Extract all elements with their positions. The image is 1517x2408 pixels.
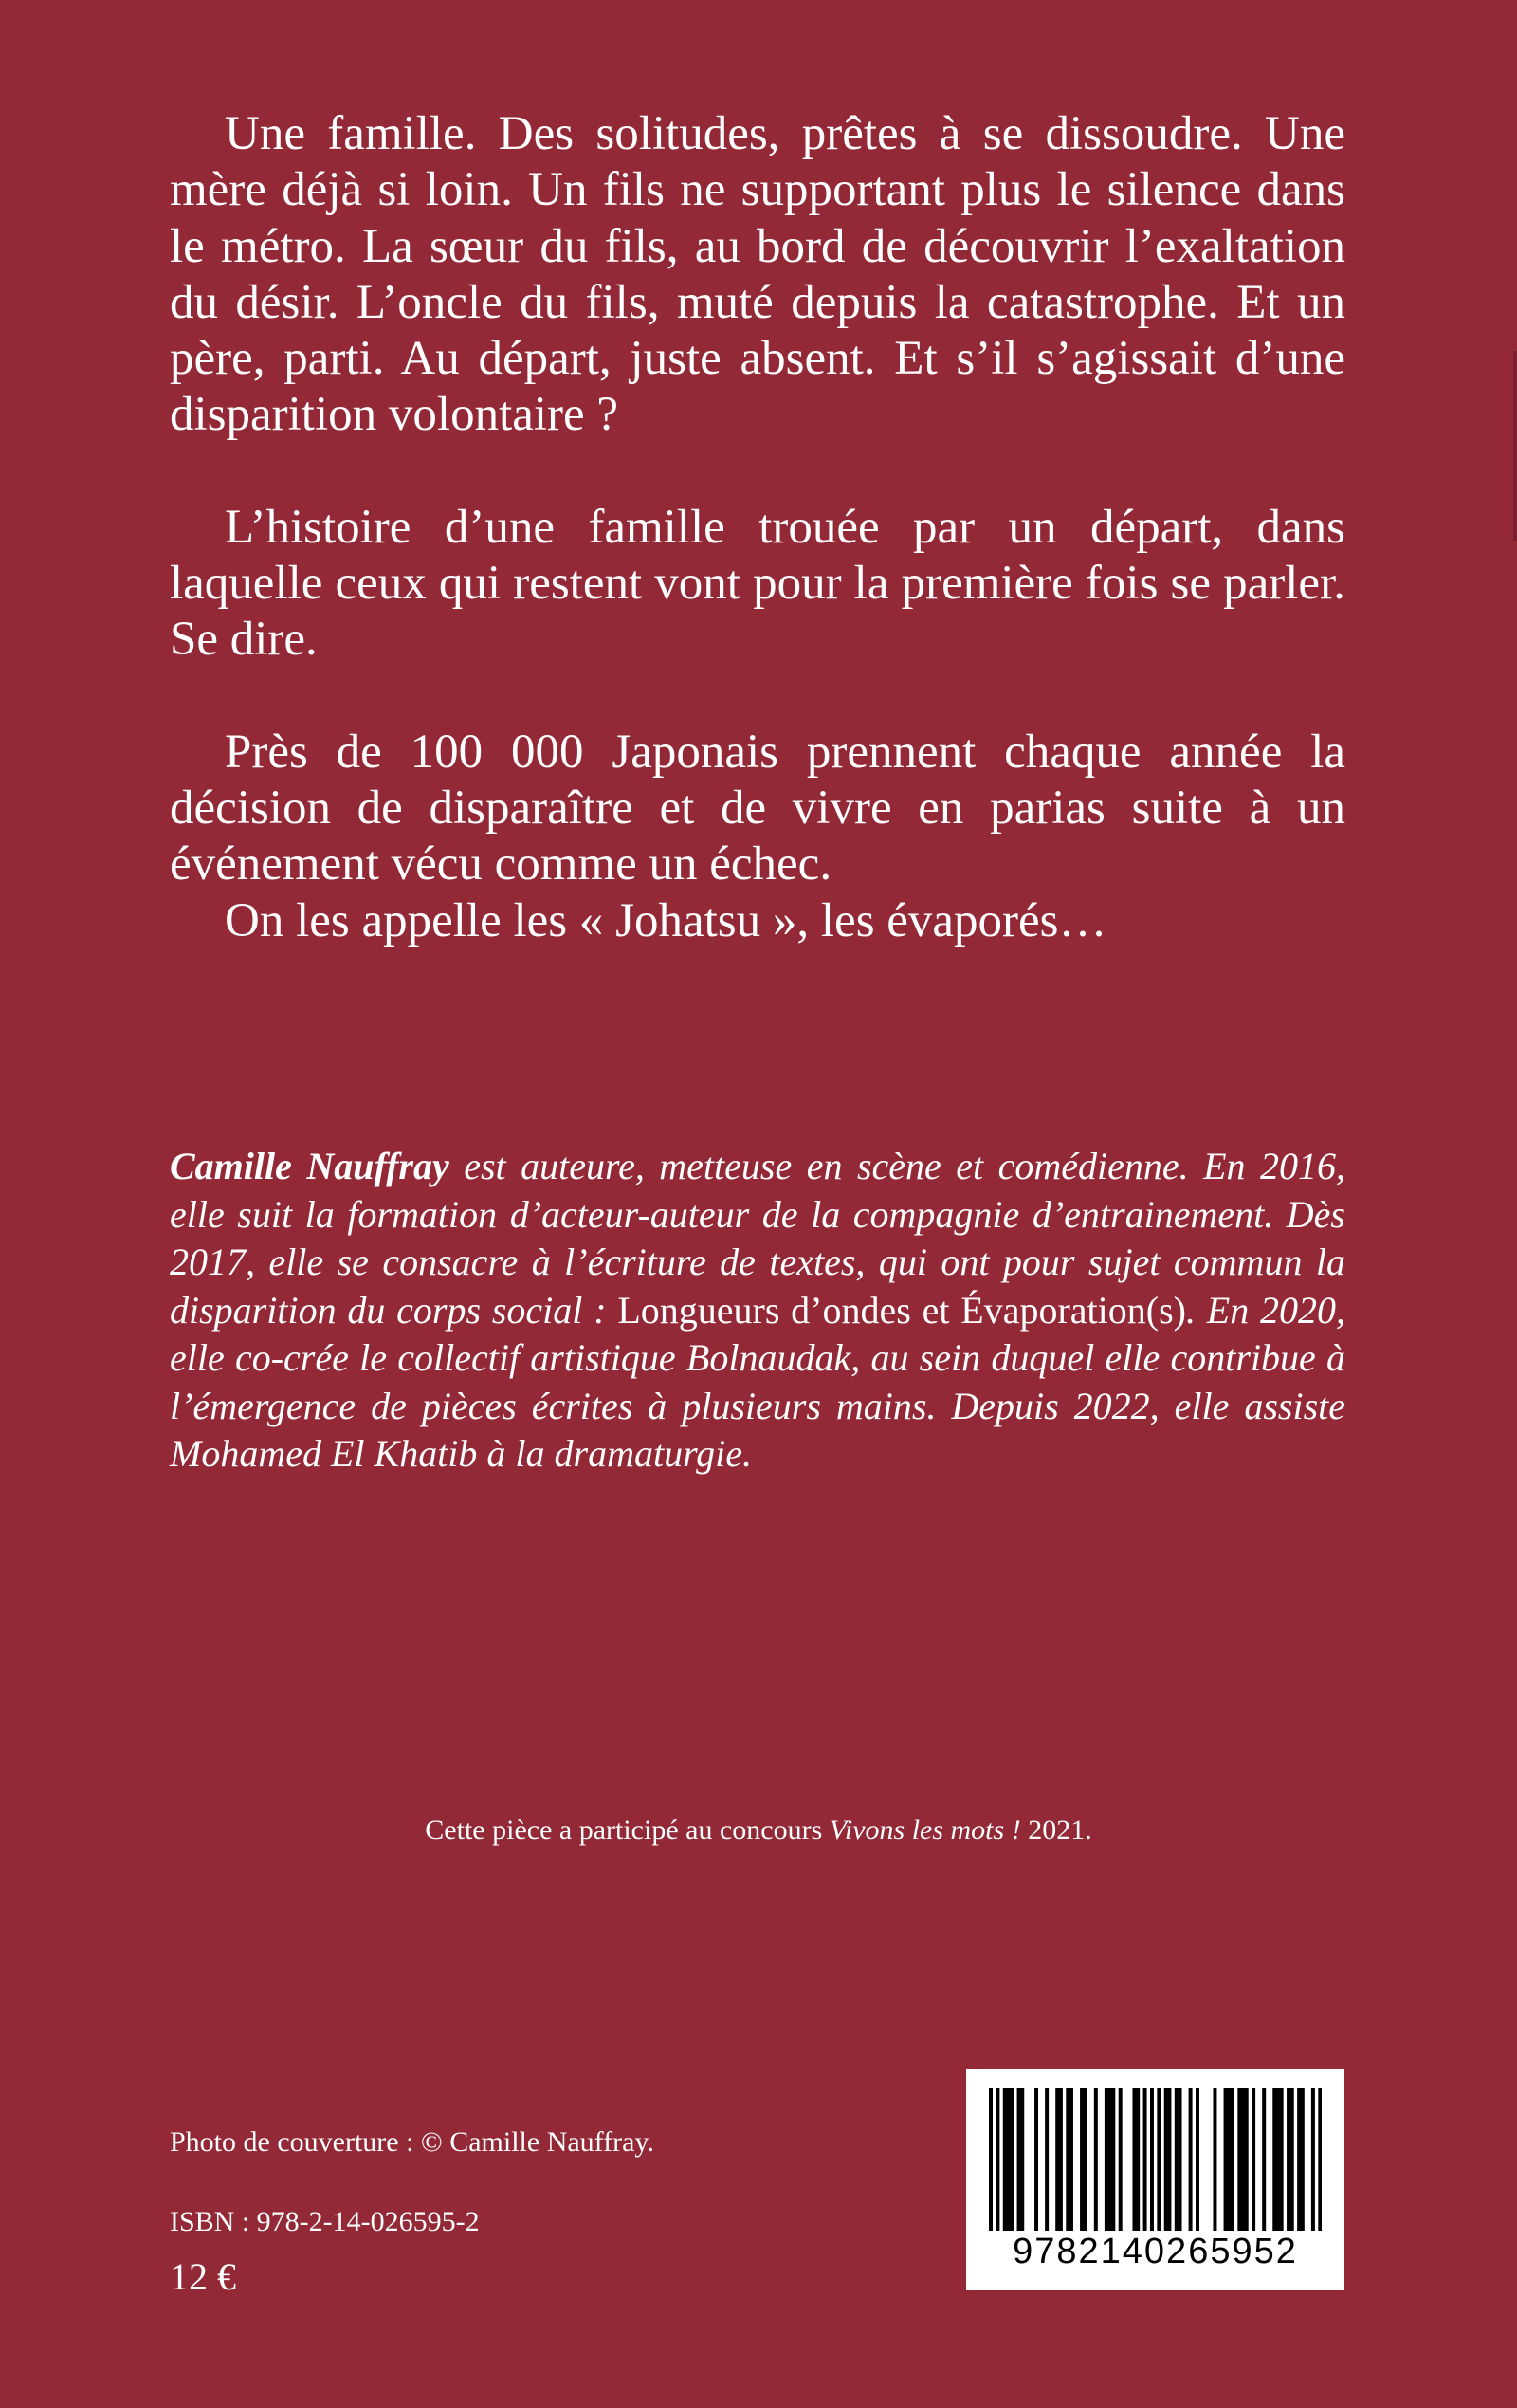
barcode-bar (1059, 2088, 1063, 2231)
barcode-bar (1213, 2088, 1216, 2231)
barcode-bar (1241, 2088, 1245, 2231)
barcode-bar (1224, 2088, 1228, 2231)
blurb-paragraph-2: L’histoire d’une famille trouée par un départ, dans laquelle ceux qui restent vont pour la première fois se parler. Se dire. (170, 500, 1345, 667)
blurb-paragraph-1: Une famille. Des solitudes, prêtes à se dissoudre. Une mère déjà si loin. Un fils ne supportant plus le silence dans le métro. La sœur du fils, au bord de découvrir l’exaltation du désir. L’oncle du fils, muté depuis la catastrophe. Et un père, parti. Au départ, juste absent. Et s’il s’agissait d’une disparition volontaire ? (170, 107, 1345, 442)
barcode-bar (1136, 2088, 1140, 2231)
barcode-bar (989, 2088, 993, 2231)
barcode-bar (1231, 2088, 1234, 2231)
barcode-bar (1105, 2088, 1108, 2231)
barcode-bar (1111, 2088, 1115, 2231)
back-cover-blurb (170, 106, 1345, 949)
barcode-bar (1164, 2088, 1168, 2231)
blurb-paragraph-4: On les appelle les « Johatsu », les évaporés… (225, 893, 1107, 947)
bio-work-2: Évaporation(s) (960, 1288, 1186, 1332)
bio-text-1: est auteure, metteuse en scène et comédienne. En 2016, elle suit la formation d’acteur-auteur de la compagnie d’entrainement. Dès 2017, elle se consacre à l’écriture de textes, qui ont pour sujet commun la disparition du corps social : (170, 1145, 1345, 1332)
barcode-bar (1196, 2088, 1199, 2231)
barcode-bar (1301, 2088, 1305, 2231)
barcode-bar (1175, 2088, 1179, 2231)
barcode-bar (1297, 2088, 1301, 2231)
barcode (966, 2069, 1344, 2290)
barcode-bar (1167, 2088, 1171, 2231)
barcode-bar (1276, 2088, 1280, 2231)
barcode-bar (1311, 2088, 1315, 2231)
edge-mark (1513, 351, 1517, 541)
barcode-bar (1179, 2088, 1182, 2231)
barcode-bar (1287, 2088, 1290, 2231)
contest-note (0, 1814, 1517, 1847)
photo-credit: Photo de couverture : © Camille Nauffray. (170, 2126, 654, 2158)
barcode-bar (1094, 2088, 1098, 2231)
barcode-bar (1084, 2088, 1087, 2231)
barcode-bar (1010, 2088, 1014, 2231)
barcode-bar (1227, 2088, 1231, 2231)
barcode-bar (1034, 2088, 1038, 2231)
barcode-bar (1006, 2088, 1010, 2231)
contest-year: 2021. (1020, 1814, 1092, 1846)
barcode-bar (1290, 2088, 1294, 2231)
barcode-bar (1003, 2088, 1007, 2231)
blurb-paragraph-3: Près de 100 000 Japonais prennent chaque année la décision de disparaître et de vivre en parias suite à un événement vécu comme un échec. (170, 725, 1345, 892)
barcode-bar (1280, 2088, 1284, 2231)
contest-name: Vivons les mots ! (829, 1814, 1021, 1846)
author-bio (170, 1143, 1345, 1479)
barcode-bar (1132, 2088, 1136, 2231)
barcode-bar (1262, 2088, 1266, 2231)
barcode-bar (1119, 2088, 1123, 2231)
barcode-bar (1143, 2088, 1147, 2231)
barcode-bar (1189, 2088, 1193, 2231)
barcode-bar (1080, 2088, 1084, 2231)
barcode-bar (1150, 2088, 1154, 2231)
barcode-bar (1045, 2088, 1049, 2231)
barcode-bar (1020, 2088, 1024, 2231)
bio-work-1: Longueurs d’ondes (617, 1288, 911, 1332)
barcode-bar (1069, 2088, 1073, 2231)
barcode-bar (1318, 2088, 1322, 2231)
barcode-digits: 9782140265952 (1013, 2232, 1298, 2271)
barcode-bar (1017, 2088, 1021, 2231)
bio-text-2: et (910, 1288, 961, 1332)
isbn: ISBN : 978-2-14-026595-2 (170, 2206, 480, 2237)
barcode-bar (1252, 2088, 1255, 2231)
barcode-bar (1157, 2088, 1161, 2231)
price: 12 € (170, 2255, 236, 2298)
bio-text-3: . En 2020, elle co-crée le collectif artistique Bolnaudak, au sein duquel elle contribue à l’émergence de pièces écrites à plusieurs mains. Depuis 2022, elle assiste Mohamed El Khatib à la dramaturgie. (170, 1288, 1346, 1475)
barcode-bar (1108, 2088, 1112, 2231)
barcode-bar (996, 2088, 999, 2231)
barcode-bar (1055, 2088, 1059, 2231)
barcode-bars (989, 2088, 1322, 2231)
contest-text: Cette pièce a participé au concours (425, 1814, 830, 1846)
barcode-bar (1272, 2088, 1276, 2231)
barcode-bar (1237, 2088, 1241, 2231)
barcode-bar (1245, 2088, 1249, 2231)
barcode-bar (1066, 2088, 1069, 2231)
author-name: Camille Nauffray (170, 1145, 449, 1187)
